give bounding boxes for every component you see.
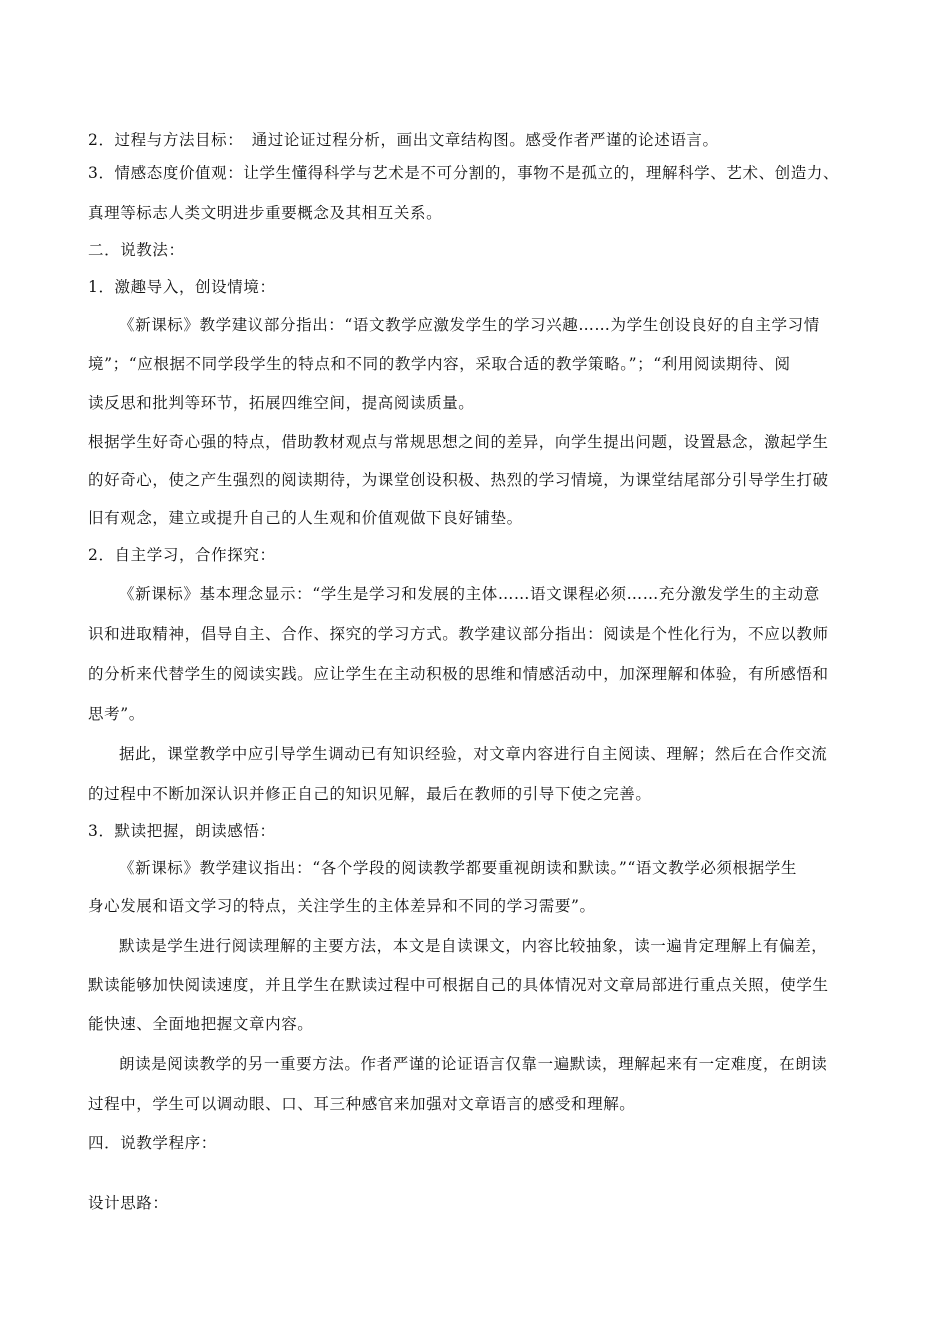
text-line: 《新课标》基本理念显示：“学生是学习和发展的主体……语文课程必须……充分激发学生的主动意 xyxy=(119,585,820,603)
subsection-heading: 1．激趣导入，创设情境： xyxy=(88,278,276,296)
text-line: 据此，课堂教学中应引导学生调动已有知识经验，对文章内容进行自主阅读、理解；然后在合作交流 xyxy=(119,745,828,763)
text-line: 3．情感态度价值观：让学生懂得科学与艺术是不可分割的，事物不是孤立的，理解科学、艺术、创造力、 xyxy=(88,164,840,182)
text-line: 默读是学生进行阅读理解的主要方法，本文是自读课文，内容比较抽象，读一遍肯定理解上有偏差， xyxy=(119,937,828,955)
text-line: 思考”。 xyxy=(88,705,145,723)
section-heading: 二．说教法： xyxy=(88,241,185,259)
text-line: 的过程中不断加深认识并修正自己的知识见解，最后在教师的引导下使之完善。 xyxy=(88,785,652,803)
text-line: 旧有观念，建立或提升自己的人生观和价值观做下良好铺垫。 xyxy=(88,509,523,527)
subsection-heading: 2．自主学习，合作探究： xyxy=(88,546,276,564)
text-line: 过程中，学生可以调动眼、口、耳三种感官来加强对文章语言的感受和理解。 xyxy=(88,1095,636,1113)
text-line: 能快速、全面地把握文章内容。 xyxy=(88,1015,314,1033)
text-line: 朗读是阅读教学的另一重要方法。作者严谨的论证语言仅靠一遍默读，理解起来有一定难度，在朗读 xyxy=(119,1055,828,1073)
text-line: 读反思和批判等环节，拓展四维空间，提高阅读质量。 xyxy=(88,394,475,412)
text-line: 境”；“应根据不同学段学生的特点和不同的教学内容，采取合适的教学策略。”；“利用阅读期待、阅 xyxy=(88,355,791,373)
text-line: 识和进取精神，倡导自主、合作、探究的学习方式。教学建议部分指出：阅读是个性化行为，不应以教师 xyxy=(88,625,829,643)
text-line: 《新课标》教学建议指出：“各个学段的阅读教学都要重视朗读和默读。”“语文教学必须根据学生 xyxy=(119,859,797,877)
text-line: 的分析来代替学生的阅读实践。应让学生在主动积极的思维和情感活动中，加深理解和体验，有所感悟和 xyxy=(88,665,829,683)
subsection-heading: 设计思路： xyxy=(88,1194,169,1212)
text-line: 根据学生好奇心强的特点，借助教材观点与常规思想之间的差异，向学生提出问题，设置悬念，激起学生 xyxy=(88,433,829,451)
text-line: 2．过程与方法目标： 通过论证过程分析，画出文章结构图。感受作者严谨的论述语言。 xyxy=(88,131,719,149)
section-heading: 四．说教学程序： xyxy=(88,1134,217,1152)
text-line: 《新课标》教学建议部分指出：“语文教学应激发学生的学习兴趣……为学生创设良好的自主学习情 xyxy=(119,316,820,334)
text-line: 真理等标志人类文明进步重要概念及其相互关系。 xyxy=(88,204,443,222)
subsection-heading: 3．默读把握，朗读感悟： xyxy=(88,822,276,840)
text-line: 的好奇心，使之产生强烈的阅读期待，为课堂创设积极、热烈的学习情境，为课堂结尾部分引导学生打破 xyxy=(88,471,829,489)
text-line: 身心发展和语文学习的特点，关注学生的主体差异和不同的学习需要”。 xyxy=(88,897,596,915)
text-line: 默读能够加快阅读速度，并且学生在默读过程中可根据自己的具体情况对文章局部进行重点关照，使学生 xyxy=(88,976,829,994)
